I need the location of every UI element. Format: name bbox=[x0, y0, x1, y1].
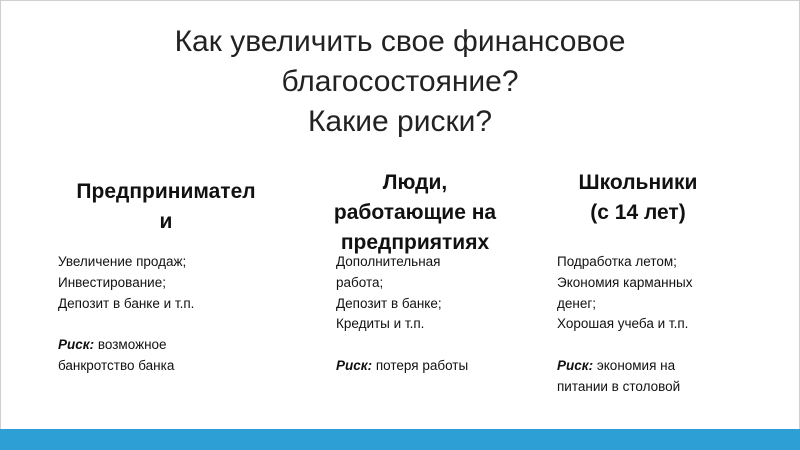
risk-line bbox=[336, 356, 536, 377]
risk-label: Риск: bbox=[58, 337, 95, 353]
heading-line: Люди, bbox=[382, 171, 448, 194]
risk-text: питании в столовой bbox=[557, 378, 681, 394]
column-body-students bbox=[557, 252, 757, 398]
heading-line: Школьники bbox=[578, 171, 698, 194]
risk-line bbox=[58, 335, 288, 356]
title-line: благосостояние? bbox=[281, 65, 519, 98]
list-item: работа; bbox=[336, 274, 384, 290]
risk-text: потеря работы bbox=[372, 357, 469, 373]
list-item: Подработка летом; bbox=[557, 254, 677, 269]
list-item: Депозит в банке и т.п. bbox=[58, 295, 195, 311]
risk-line bbox=[557, 356, 757, 377]
list-item: Дополнительная bbox=[336, 254, 441, 269]
risk-text: экономия на bbox=[593, 357, 676, 373]
heading-line: (с 14 лет) bbox=[590, 201, 686, 224]
bottom-accent-bar bbox=[0, 429, 800, 450]
list-item: денег; bbox=[557, 295, 597, 311]
title-line: Как увеличить свое финансовое bbox=[174, 25, 626, 58]
column-heading-students bbox=[548, 168, 728, 228]
column-heading-workers bbox=[300, 168, 530, 258]
column-heading-entrepreneurs bbox=[48, 177, 284, 237]
risk-text: возможное bbox=[94, 337, 167, 353]
risk-label: Риск: bbox=[336, 357, 373, 373]
column-body-entrepreneurs bbox=[58, 252, 288, 377]
heading-line: предприятиях bbox=[340, 231, 490, 254]
column-body-workers bbox=[336, 252, 536, 377]
list-item: Депозит в банке; bbox=[336, 295, 442, 311]
risk-label: Риск: bbox=[557, 357, 594, 373]
list-item: Хорошая учеба и т.п. bbox=[557, 316, 689, 332]
heading-line: работающие на bbox=[333, 201, 497, 224]
risk-text: банкротство банка bbox=[58, 357, 175, 373]
list-item: Кредиты и т.п. bbox=[336, 316, 425, 332]
slide-title bbox=[0, 22, 800, 142]
title-line: Какие риски? bbox=[307, 105, 493, 138]
list-item: Инвестирование; bbox=[58, 274, 166, 290]
heading-line: Предпринимател bbox=[76, 180, 256, 203]
list-item: Экономия карманных bbox=[557, 274, 693, 290]
heading-line: и bbox=[159, 210, 173, 233]
list-item: Увеличение продаж; bbox=[58, 254, 187, 269]
